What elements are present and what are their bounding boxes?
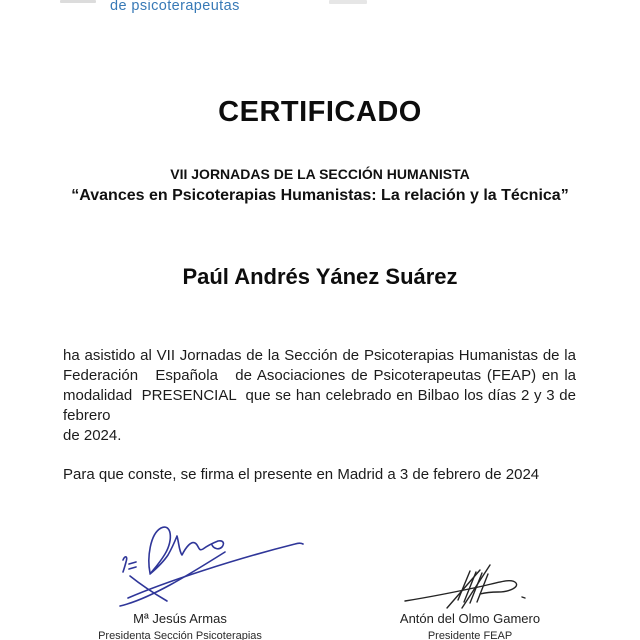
signature-stroke <box>130 576 167 601</box>
signer-role: Presidente FEAP <box>427 630 513 640</box>
signature-anton-del-olmo <box>400 550 570 615</box>
closing-statement: Para que conste, se firma el presente en Madrid a 3 de febrero de 2024 <box>63 466 540 483</box>
certificate-body <box>63 346 576 446</box>
logo-remnant-left <box>60 0 96 3</box>
signature-stroke <box>405 581 517 601</box>
signer-name: Mª Jesús Armas <box>133 611 227 626</box>
signature-stroke <box>123 557 136 572</box>
event-subtitle: “Avances en Psicoterapias Humanistas: La relación y la Técnica” <box>71 187 569 204</box>
recipient-name: Paúl Andrés Yánez Suárez <box>182 264 458 289</box>
signature-stroke <box>120 552 225 606</box>
body-line: ha asistido al VII Jornadas de la Sección de Psicoterapias Humanistas de la <box>63 347 576 364</box>
signer-block-right <box>375 611 565 640</box>
feap-logo-text: de psicoterapeutas <box>110 0 240 14</box>
signature-stroke <box>522 597 525 598</box>
body-line: modalidad PRESENCIAL que se han celebrado en Bilbao los días 2 y 3 de febrero <box>63 387 576 424</box>
event-title: VII JORNADAS DE LA SECCIÓN HUMANISTA <box>170 166 470 182</box>
certificate-title: CERTIFICADO <box>218 96 422 128</box>
signer-block-left <box>85 611 275 640</box>
body-line: de 2024. <box>63 427 122 444</box>
signature-maria-jesus-armas <box>95 512 310 612</box>
signer-name: Antón del Olmo Gamero <box>399 611 541 626</box>
logo-remnant-right <box>329 0 367 4</box>
signer-role: Presidenta Sección Psicoterapias <box>98 630 262 640</box>
body-line: Federación Española de Asociaciones de Psicoterapeutas (FEAP) en la <box>63 367 576 384</box>
